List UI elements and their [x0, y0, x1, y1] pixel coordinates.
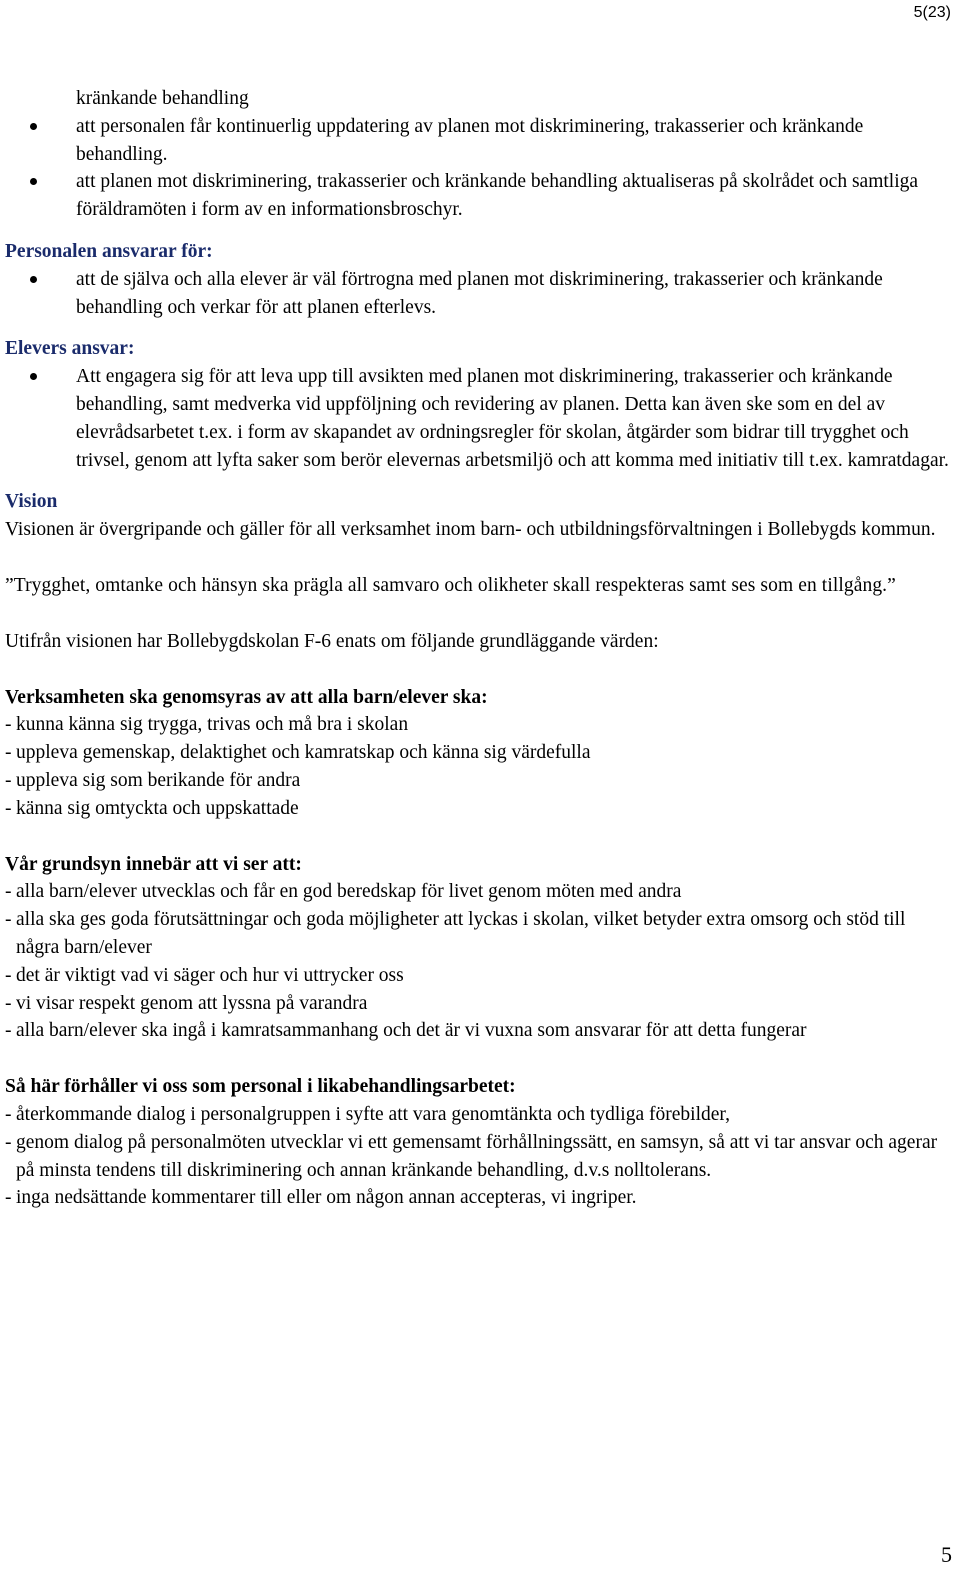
- intro-continuation: kränkande behandling: [76, 88, 249, 109]
- list-item: - inga nedsättande kommentarer till eller om någon annan accepteras, vi ingriper.: [5, 1187, 637, 1209]
- staff-bullet: att de själva och alla elever är väl förtrogna med planen mot diskriminering, trakasserier och kränkande behandling och verkar för att planen efterlevs.: [5, 266, 950, 322]
- list-item: - alla barn/elever utvecklas och får en god beredskap för livet genom möten med andra: [5, 881, 682, 903]
- basic-view-heading: Vår grundsyn innebär att vi ser att:: [5, 853, 302, 875]
- operations-heading: Verksamheten ska genomsyras av att alla barn/elever ska:: [5, 686, 488, 708]
- list-item: - vi visar respekt genom att lyssna på varandra: [5, 992, 368, 1014]
- vision-text: Visionen är övergripande och gäller för all verksamhet inom barn- och utbildningsförvaltningen i Bollebygds kommun.: [5, 519, 936, 541]
- list-item: - uppleva sig som berikande för andra: [5, 769, 301, 791]
- page-number-footer: 5: [941, 1542, 952, 1567]
- list-item: - känna sig omtyckta och uppskattade: [5, 797, 299, 819]
- intro-bullet: att planen mot diskriminering, trakasserier och kränkande behandling aktualiseras på skolrådet och samtliga föräldramöten i form av en informationsbroschyr.: [5, 168, 950, 224]
- list-item: - det är viktigt vad vi säger och hur vi uttrycker oss: [5, 964, 404, 986]
- list-item: - uppleva gemenskap, delaktighet och kamratskap och känna sig värdefulla: [5, 742, 591, 764]
- vision-quote: ”Trygghet, omtanke och hänsyn ska prägla all samvaro och olikheter skall respekteras samt ses som en tillgång.”: [5, 574, 896, 596]
- conduct-heading: Så här förhåller vi oss som personal i likabehandlingsarbetet:: [5, 1076, 516, 1098]
- list-item: - återkommande dialog i personalgruppen i syfte att vara genomtänkta och tydliga förebilder,: [5, 1103, 730, 1125]
- values-intro: Utifrån visionen har Bollebygdskolan F-6 enats om följande grundläggande värden:: [5, 630, 659, 652]
- list-item: - kunna känna sig trygga, trivas och må bra i skolan: [5, 714, 409, 736]
- students-bullet: Att engagera sig för att leva upp till avsikten med planen mot diskriminering, trakasserier och kränkande behandling, samt medverka vid uppföljning och revidering av planen. Detta kan även ske som en del av elevrådsarbetet t.ex. i form av skapandet av ordningsregler för skolan, åtgärder som bidrar till trygghet och trivsel, genom att lyfta saker som berör elevernas arbetsmiljö och att komma med initiativ till t.ex. kamratdagar.: [5, 363, 950, 474]
- list-item: - genom dialog på personalmöten utvecklar vi ett gemensamt förhållningssätt, en samsyn, så att vi tar ansvar och agerar på minsta tendens till diskriminering och annan kränkande behandling, d.v.s nolltolerans.: [5, 1131, 938, 1181]
- intro-bullet: att personalen får kontinuerlig uppdatering av planen mot diskriminering, trakasserier och kränkande behandling.: [5, 113, 950, 169]
- staff-heading: Personalen ansvarar för:: [5, 240, 213, 262]
- list-item: - alla ska ges goda förutsättningar och goda möjligheter att lyckas i skolan, vilket betyder extra omsorg och stöd till några barn/elever: [5, 909, 906, 958]
- vision-heading: Vision: [5, 491, 58, 513]
- list-item: - alla barn/elever ska ingå i kamratsammanhang och det är vi vuxna som ansvarar för att detta fungerar: [5, 1020, 807, 1042]
- page-number-header: 5(23): [913, 4, 951, 21]
- students-heading: Elevers ansvar:: [5, 338, 135, 360]
- document-body: [5, 85, 950, 1212]
